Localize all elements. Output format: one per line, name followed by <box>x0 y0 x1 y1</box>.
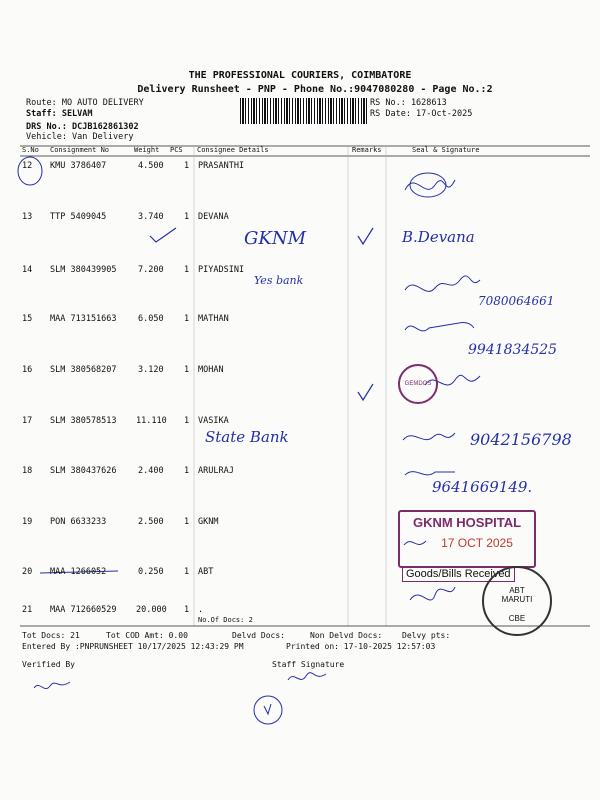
row-pcs: 1 <box>184 365 190 375</box>
row-pcs: 1 <box>184 212 190 222</box>
column-consignee: Consignee Details <box>197 146 269 154</box>
goods-received-stamp: Goods/Bills Received <box>402 566 515 582</box>
row-weight: 3.120 <box>138 365 164 375</box>
delivered-docs: Delvd Docs: <box>232 631 285 640</box>
total-cod-amount: Tot COD Amt: 0.00 <box>106 631 188 640</box>
rs-number: RS No.: 1628613 <box>370 98 447 108</box>
total-docs: Tot Docs: 21 <box>22 631 80 640</box>
column-weight: Weight <box>134 146 160 154</box>
row-weight: 4.500 <box>138 161 164 171</box>
row-consignment: MAA 712660529 <box>50 605 117 615</box>
row-consignment: KMU 3786407 <box>50 161 107 171</box>
row-weight: 2.500 <box>138 517 164 527</box>
rs-date: RS Date: 17-Oct-2025 <box>370 109 473 119</box>
handwritten-state-bank: State Bank <box>205 428 289 446</box>
row-consignment: SLM 380568207 <box>50 365 117 375</box>
route-label: Route: MO AUTO DELIVERY <box>26 98 144 108</box>
row-pcs: 1 <box>184 416 190 426</box>
handwritten-phone-row15: 9941834525 <box>468 342 558 358</box>
round-stamp: GEMDOS <box>398 364 438 404</box>
handwritten-phone-row17: 9042156798 <box>470 430 572 449</box>
row-consignee: . <box>198 605 204 615</box>
row-weight: 20.000 <box>136 605 167 615</box>
row-pcs: 1 <box>184 466 190 476</box>
verified-by-label: Verified By <box>22 660 75 669</box>
row-sno: 20 <box>22 567 33 577</box>
row-weight: 11.110 <box>136 416 167 426</box>
row-weight: 7.200 <box>138 265 164 275</box>
hospital-stamp-name: GKNM HOSPITAL <box>412 515 522 530</box>
row-weight: 6.050 <box>138 314 164 324</box>
entered-by: Entered By :PNPRUNSHEET 10/17/2025 12:43:29 PM <box>22 642 244 651</box>
delivery-points: Delvy pts: <box>402 631 451 640</box>
row-sno: 21 <box>22 605 33 615</box>
column-remarks: Remarks <box>352 146 382 154</box>
row-pcs: 1 <box>184 567 190 577</box>
row-consignee: PRASANTHI <box>198 161 245 171</box>
row-consignee: MOHAN <box>198 365 224 375</box>
row-consignee: GKNM <box>198 517 219 527</box>
row-pcs: 1 <box>184 265 190 275</box>
row-sno: 13 <box>22 212 33 222</box>
row-consignee: ABT <box>198 567 214 577</box>
handwritten-gknm: GKNM <box>244 228 307 249</box>
non-delivered-docs: Non Delvd Docs: <box>310 631 383 640</box>
row-pcs: 1 <box>184 161 190 171</box>
printed-on: Printed on: 17-10-2025 12:57:03 <box>286 642 436 651</box>
row-pcs: 1 <box>184 314 190 324</box>
document-title: THE PROFESSIONAL COURIERS, COIMBATORE <box>188 70 412 81</box>
row-consignment: SLM 380578513 <box>50 416 117 426</box>
hospital-stamp <box>398 510 536 568</box>
row-sno: 12 <box>22 161 33 171</box>
row-sno: 16 <box>22 365 33 375</box>
row-sno: 14 <box>22 265 33 275</box>
row-consignee: DEVANA <box>198 212 229 222</box>
row-sno: 17 <box>22 416 33 426</box>
row-consignee: MATHAN <box>198 314 229 324</box>
row-consignment: MAA 1266052 <box>50 567 107 577</box>
row-sno: 18 <box>22 466 33 476</box>
row-sno: 15 <box>22 314 33 324</box>
staff-label: Staff: SELVAM <box>26 109 93 119</box>
column-consignment: Consignment No <box>50 146 110 154</box>
no-of-docs: No.Of Docs: 2 <box>198 616 253 624</box>
handwritten-devana-signature: B.Devana <box>402 228 475 246</box>
row-consignee: VASIKA <box>198 416 229 426</box>
staff-signature-label: Staff Signature <box>272 660 345 669</box>
column-pcs: PCS <box>170 146 183 154</box>
row-consignee: ARULRAJ <box>198 466 234 476</box>
row-consignment: MAA 713151663 <box>50 314 117 324</box>
row-consignee: PIYADSINI <box>198 265 245 275</box>
handwritten-yes-bank: Yes bank <box>254 274 304 287</box>
row-pcs: 1 <box>184 517 190 527</box>
drs-label: DRS No.: DCJB162861302 <box>26 122 139 132</box>
abt-maruti-stamp: ABT MARUTI CBE <box>482 566 552 636</box>
handwritten-phone-row14: 7080064661 <box>478 294 555 308</box>
row-consignment: SLM 380439905 <box>50 265 117 275</box>
document-subtitle: Delivery Runsheet - PNP - Phone No.:9047080280 - Page No.:2 <box>137 84 493 95</box>
row-consignment: SLM 380437626 <box>50 466 117 476</box>
vehicle-label: Vehicle: Van Delivery <box>26 132 134 142</box>
hospital-stamp-date: 17 OCT 2025 <box>441 536 513 550</box>
row-consignment: PON 6633233 <box>50 517 107 527</box>
row-pcs: 1 <box>184 605 190 615</box>
column-seal-signature: Seal & Signature <box>412 146 480 154</box>
row-consignment: TTP 5409045 <box>50 212 107 222</box>
row-weight: 0.250 <box>138 567 164 577</box>
row-weight: 2.400 <box>138 466 164 476</box>
row-weight: 3.740 <box>138 212 164 222</box>
handwritten-phone-row18: 9641669149. <box>432 478 533 496</box>
column-sno: S.No <box>22 146 39 154</box>
row-sno: 19 <box>22 517 33 527</box>
